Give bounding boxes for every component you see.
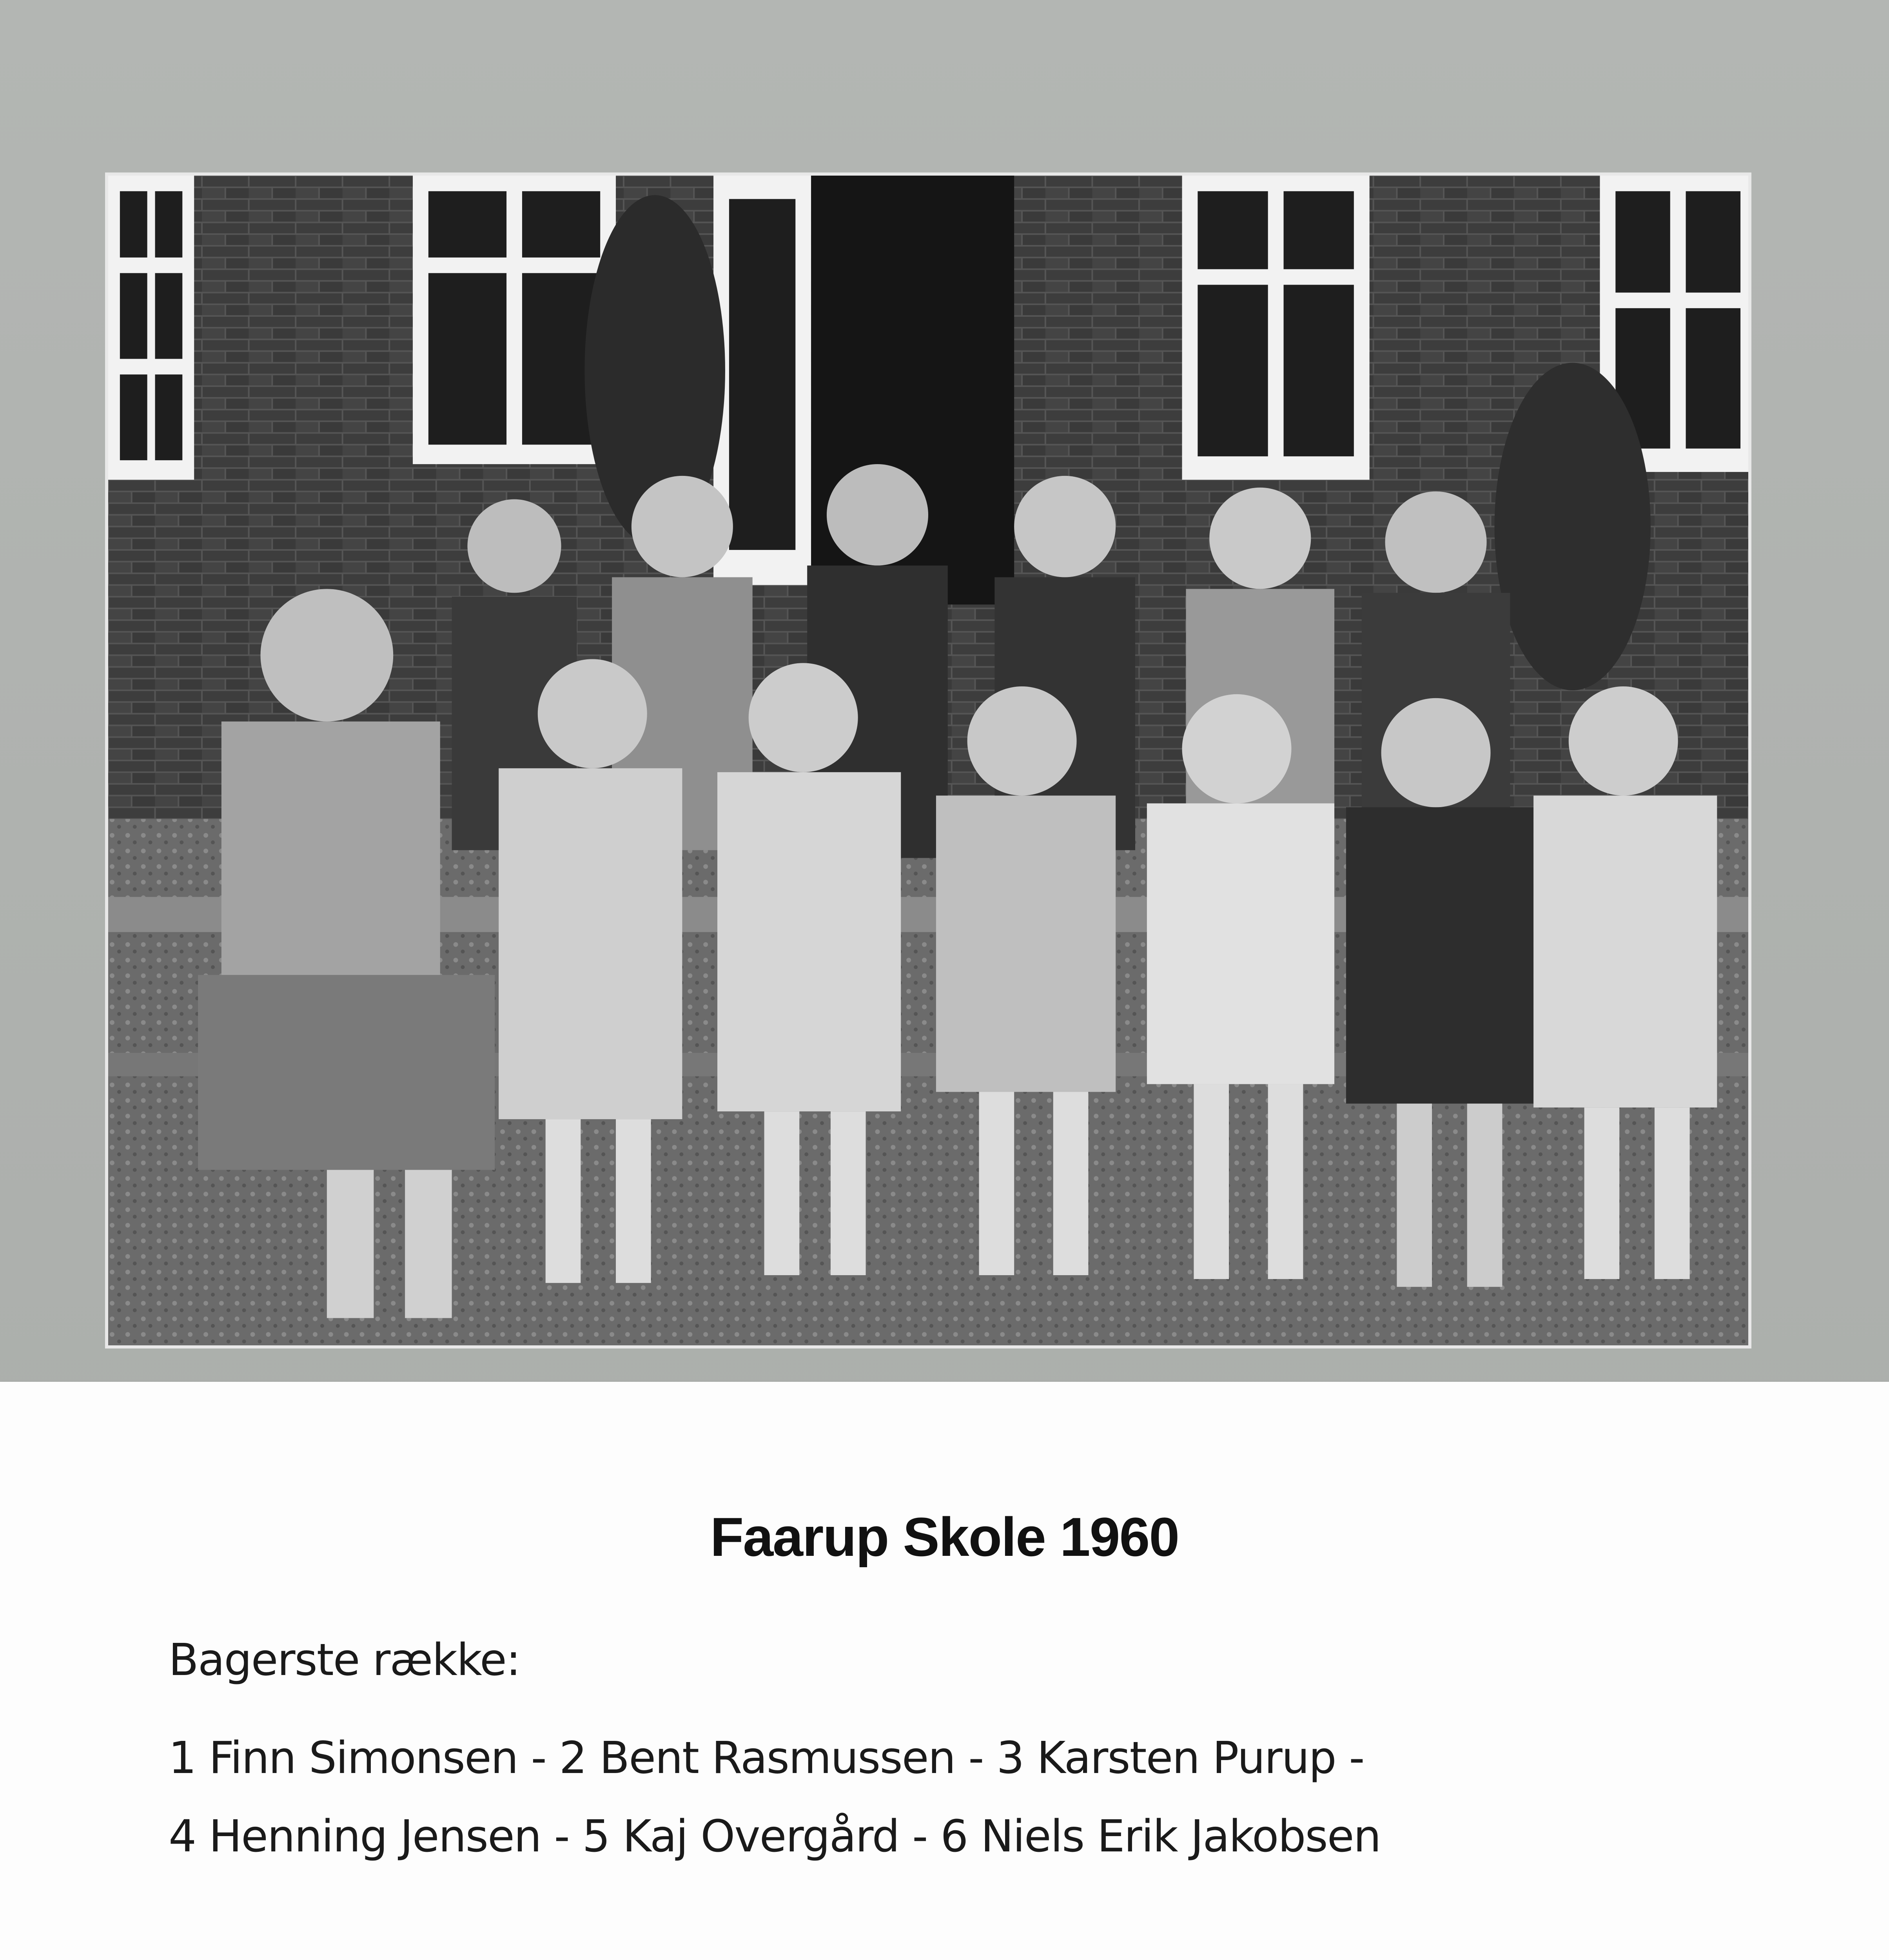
caption-title: Faarup Skole 1960 [710, 1506, 1179, 1568]
class-photograph [105, 172, 1751, 1348]
photo-illustration [108, 176, 1748, 1345]
back-row-heading: Bagerste række: [169, 1635, 520, 1686]
back-row-names-line-2: 4 Henning Jensen - 5 Kaj Overgård - 6 Niels Erik Jakobsen [169, 1811, 1381, 1862]
back-row-names-line-1: 1 Finn Simonsen - 2 Bent Rasmussen - 3 Karsten Purup - [169, 1733, 1364, 1784]
